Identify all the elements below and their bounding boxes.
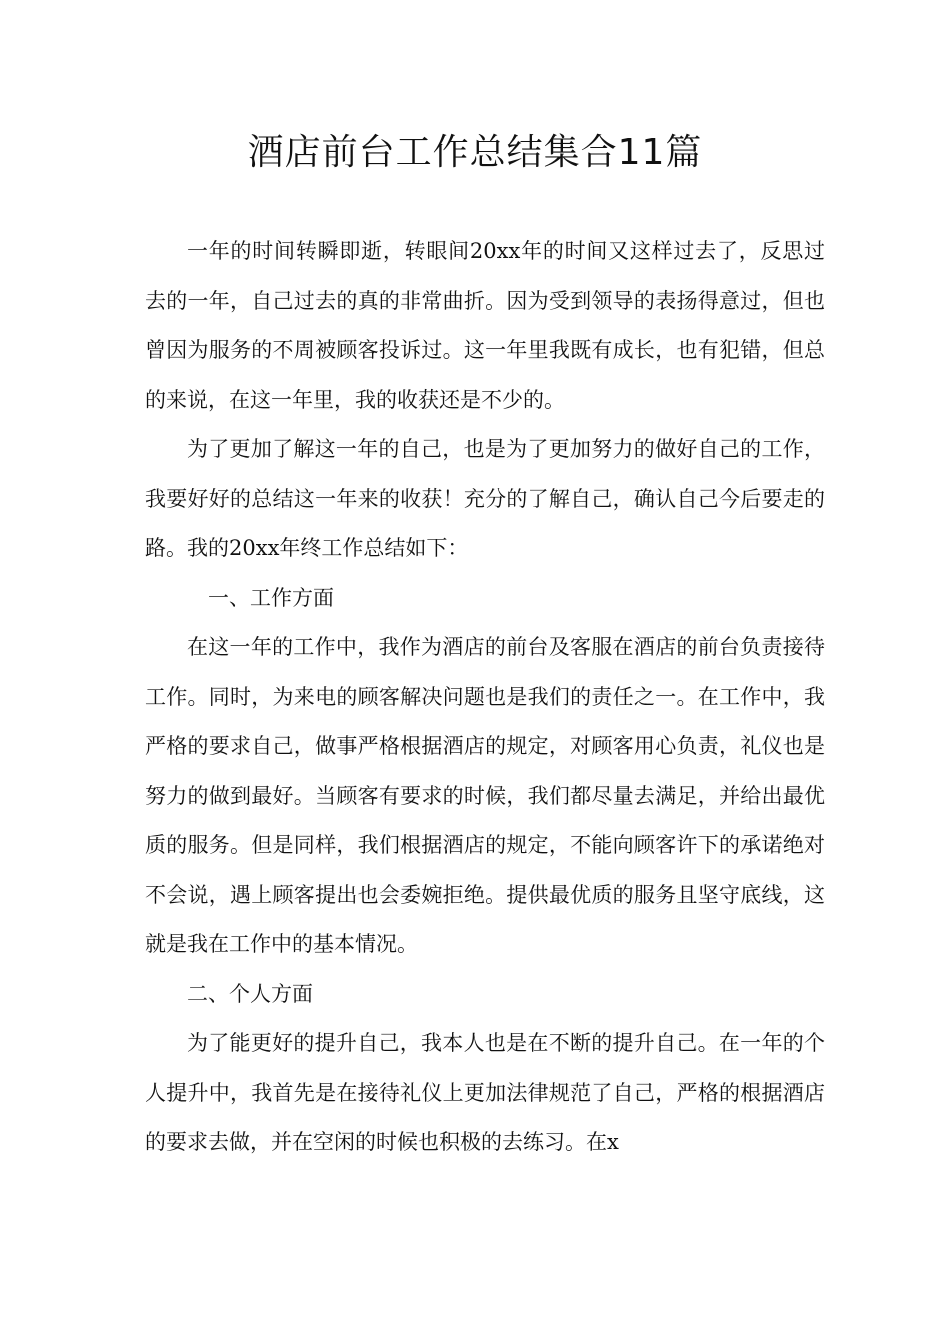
section-heading-work: 一、工作方面 xyxy=(208,585,334,610)
paragraph-purpose: 为了更加了解这一年的自己，也是为了更加努力的做好自己的工作，我要好好的总结这一年来的收获！充分的了解自己，确认自己今后要走的路。我的20xx年终工作总结如下： xyxy=(145,437,825,560)
section-heading-personal: 二、个人方面 xyxy=(187,981,313,1006)
document-body xyxy=(145,227,825,1168)
paragraph-work: 在这一年的工作中，我作为酒店的前台及客服在酒店的前台负责接待工作。同时，为来电的顾客解决问题也是我们的责任之一。在工作中，我严格的要求自己，做事严格根据酒店的规定，对顾客用心负责，礼仪也是努力的做到最好。当顾客有要求的时候，我们都尽量去满足，并给出最优质的服务。但是同样，我们根据酒店的规定，不能向顾客许下的承诺绝对不会说，遇上顾客提出也会委婉拒绝。提供最优质的服务且坚守底线，这就是我在工作中的基本情况。 xyxy=(145,635,825,956)
document-title: 酒店前台工作总结集合11篇 xyxy=(247,132,703,173)
paragraph-intro: 一年的时间转瞬即逝，转眼间20xx年的时间又这样过去了，反思过去的一年，自己过去的真的非常曲折。因为受到领导的表扬得意过，但也曾因为服务的不周被顾客投诉过。这一年里我既有成长，也有犯错，但总的来说，在这一年里，我的收获还是不少的。 xyxy=(145,239,825,412)
paragraph-personal: 为了能更好的提升自己，我本人也是在不断的提升自己。在一年的个人提升中，我首先是在接待礼仪上更加法律规范了自己，严格的根据酒店的要求去做，并在空闲的时候也积极的去练习。在x xyxy=(145,1031,825,1154)
